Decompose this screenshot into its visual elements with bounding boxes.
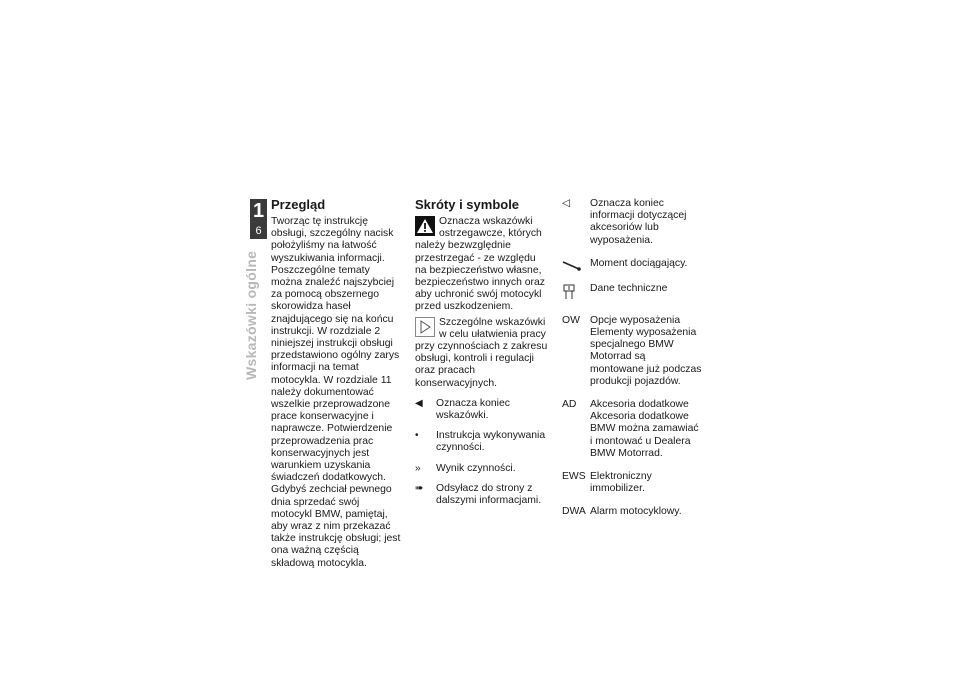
overview-paragraph-2: Gdybyś zechciał pewnego dnia sprzedać swój motocykl BMW, pamiętaj, aby wraz z nim przekazać także instrukcję obsługi; jest ona ważną częścią składową motocykla. <box>271 484 401 569</box>
overview-section <box>271 198 403 570</box>
abbreviations-section <box>562 198 702 530</box>
end-note-icon: ◀ <box>415 397 423 409</box>
abbr-text: Dane techniczne <box>590 282 668 294</box>
abbr-code: AD <box>562 399 577 411</box>
symbol-text: Oznacza koniec wskazówki. <box>436 397 510 422</box>
technical-data-icon <box>562 283 590 301</box>
page-number: 6 <box>255 225 262 237</box>
torque-wrench-icon <box>562 258 590 272</box>
warning-icon <box>415 216 435 236</box>
abbr-row-tech-data <box>562 283 702 301</box>
abbr-row-accessory-end <box>562 198 702 247</box>
abbr-code: EWS <box>562 471 586 483</box>
overview-heading: Przegląd <box>271 197 326 212</box>
tip-text: Szczególne wskazówki w celu ułatwienia pracy przy czynnościach z zakresu obsługi, kontroli i regulacji oraz pracach konserwacyjnych. <box>415 316 548 389</box>
symbol-text: Instrukcja wykonywania czynności. <box>436 430 546 454</box>
symbol-row-reference <box>415 483 550 507</box>
symbol-text: Wynik czynności. <box>436 462 516 474</box>
symbols-heading: Skróty i symbole <box>415 197 520 212</box>
bullet-icon: • <box>415 430 419 442</box>
chapter-title: Wskazówki ogólne <box>243 250 259 380</box>
symbol-row-end-note <box>415 398 550 422</box>
warning-block <box>415 216 550 314</box>
abbr-row-ews <box>562 471 702 495</box>
symbol-row-instruction <box>415 430 550 454</box>
abbr-text: Opcje wyposażenia Elementy wyposażenia specjalnego BMW Motorrad są montowane już podczas produkcji pojazdów. <box>590 314 702 387</box>
abbr-text: Akcesoria dodatkowe Akcesoria dodatkowe BMW można zamawiać i montować u Dealera BMW Motorrad. <box>590 399 699 459</box>
tip-icon <box>415 317 435 337</box>
abbr-text: Moment dociągający. <box>590 257 688 269</box>
symbol-text: Odsyłacz do strony z dalszymi informacjami. <box>436 482 542 507</box>
warning-text: Oznacza wskazówki ostrzegawcze, których należy bezwzględnie przestrzegać - ze względu na bezpieczeństwo własne, bezpieczeństwo innych oraz aby uchronić swój motocykl przed uszkodzeniem. <box>415 216 545 313</box>
abbr-row-ow <box>562 315 702 388</box>
abbr-code: OW <box>562 314 580 326</box>
abbr-row-torque <box>562 258 702 272</box>
symbols-section <box>415 198 550 507</box>
abbr-text: Oznacza koniec informacji dotyczącej akcesoriów lub wyposażenia. <box>590 198 687 246</box>
chapter-number: 1 <box>252 200 265 222</box>
accessory-end-icon: ◁ <box>562 198 570 209</box>
tip-block <box>415 317 550 390</box>
overview-paragraph-1: Tworząc tę instrukcję obsługi, szczególny nacisk położyliśmy na łatwość wyszukiwania informacji. Poszczególne tematy można znaleźć najszybciej za pomocą obszernego skorowidza haseł znajdującego się na końcu instrukcji. W rozdziale 2 niniejszej instrukcji obsługi przedstawiono ogólny zarys informacji na temat motocykla. W rozdziale 11 należy dokumentować wszelkie przeprowadzone prace konserwacyjne i naprawcze. Potwierdzenie przeprowadzenia prac konserwacyjnych jest warunkiem uzyskania świadczeń dodatkowych. <box>271 216 400 484</box>
abbr-row-ad <box>562 399 702 460</box>
symbol-row-result <box>415 463 550 475</box>
reference-arrow-icon: ➠ <box>415 482 424 494</box>
abbr-code: DWA <box>562 506 586 518</box>
result-icon: » <box>415 462 421 474</box>
abbr-row-dwa <box>562 506 702 518</box>
abbr-text: Alarm motocyklowy. <box>590 506 682 518</box>
abbr-text: Elektroniczny immobilizer. <box>590 471 652 495</box>
